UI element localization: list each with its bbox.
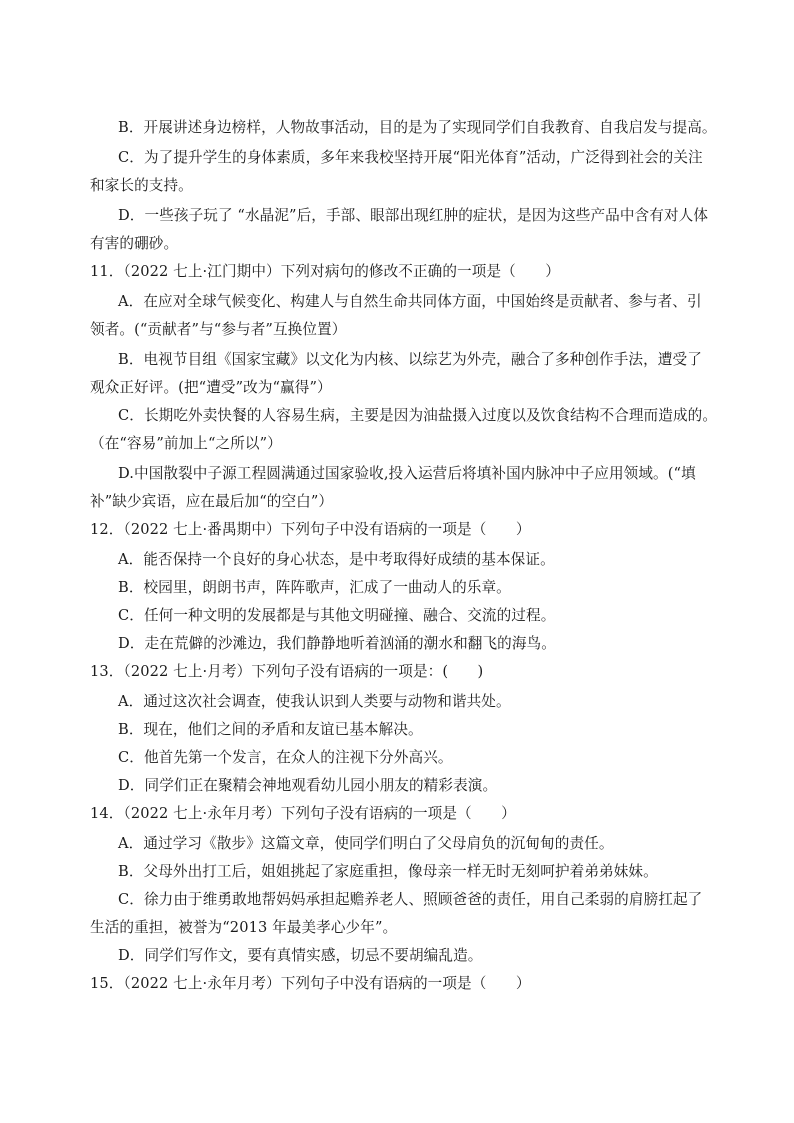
q12-stem: 12．（2022 七上·番禺期中）下列句子中没有语病的一项是（ ）: [90, 521, 531, 538]
q13-option-a: A．通过这次社会调查，使我认识到人类要与动物和谐共处。: [118, 693, 511, 710]
q11-option-a-line2: 领者。(“贡献者”与“参与者”互换位置）: [90, 321, 347, 338]
q10-option-c-line2: 和家长的支持。: [90, 177, 193, 194]
q10-option-d-line1: D．一些孩子玩了 “水晶泥”后，手部、眼部出现红肿的症状，是因为这些产品中含有对人体: [118, 207, 709, 224]
q11-option-b-line1: B．电视节目组《国家宝藏》以文化为内核、以综艺为外壳，融合了多种创作手法，遭受了: [118, 351, 702, 368]
q14-option-a: A．通过学习《散步》这篇文章，使同学们明白了父母肩负的沉甸甸的责任。: [118, 835, 614, 852]
q14-option-c-line1: C．徐力由于维勇敢地帮妈妈承担起赡养老人、照顾爸爸的责任，用自己柔弱的肩膀扛起了: [118, 891, 703, 908]
q10-option-d-line2: 有害的硼砂。: [90, 235, 179, 252]
q11-option-d-line2: 补”缺少宾语，应在最后加“的空白”）: [90, 493, 334, 510]
q13-option-d: D．同学们正在聚精会神地观看幼儿园小朋友的精彩表演。: [118, 777, 498, 794]
q12-option-d: D．走在荒僻的沙滩边，我们静静地听着汹涌的潮水和翻飞的海鸟。: [118, 635, 556, 652]
q11-option-b-line2: 观众正好评。(把“遭受”改为“赢得”）: [90, 379, 332, 396]
q10-option-b: B．开展讲述身边榜样，人物故事活动，目的是为了实现同学们自我教育、自我启发与提高。: [118, 119, 717, 136]
q11-option-c-line1: C．长期吃外卖快餐的人容易生病，主要是因为油盐摄入过度以及饮食结构不合理而造成的。: [118, 407, 718, 424]
q12-option-b: B．校园里，朗朗书声，阵阵歌声，汇成了一曲动人的乐章。: [118, 579, 511, 596]
q11-stem: 11．（2022 七上·江门期中）下列对病句的修改不正确的一项是（ ）: [90, 263, 560, 280]
q11-option-a-line1: A．在应对全球气候变化、构建人与自然生命共同体方面，中国始终是贡献者、参与者、引: [118, 293, 702, 310]
q14-option-d: D．同学们写作文，要有真情实感，切忌不要胡编乱造。: [118, 947, 483, 964]
q14-stem: 14．（2022 七上·永年月考）下列句子没有语病的一项是（ ）: [90, 805, 516, 822]
q14-option-b: B．父母外出打工后，姐姐挑起了家庭重担，像母亲一样无时无刻呵护着弟弟妹妹。: [118, 863, 658, 880]
q12-option-a: A．能否保持一个良好的身心状态，是中考取得好成绩的基本保证。: [118, 551, 555, 568]
q13-stem: 13．（2022 七上·月考）下列句子没有语病的一项是：( ): [90, 663, 484, 680]
q15-stem: 15．（2022 七上·永年月考）下列句子中没有语病的一项是（ ）: [90, 975, 531, 992]
q13-option-b: B．现在，他们之间的矛盾和友谊已基本解决。: [118, 721, 423, 738]
q12-option-c: C．任何一种文明的发展都是与其他文明碰撞、融合、交流的过程。: [118, 607, 556, 624]
q10-option-c-line1: C．为了提升学生的身体素质，多年来我校坚持开展“阳光体育”活动，广泛得到社会的关注: [118, 149, 703, 166]
q11-option-c-line2: （在“容易”前加上“之所以”）: [90, 435, 282, 452]
q13-option-c: C．他首先第一个发言，在众人的注视下分外高兴。: [118, 749, 453, 766]
q11-option-d-line1: D.中国散裂中子源工程圆满通过国家验收,投入运营后将填补国内脉冲中子应用领域。(“填: [118, 465, 696, 482]
q14-option-c-line2: 生活的重担，被誉为“2013 年最美孝心少年”。: [90, 919, 398, 936]
